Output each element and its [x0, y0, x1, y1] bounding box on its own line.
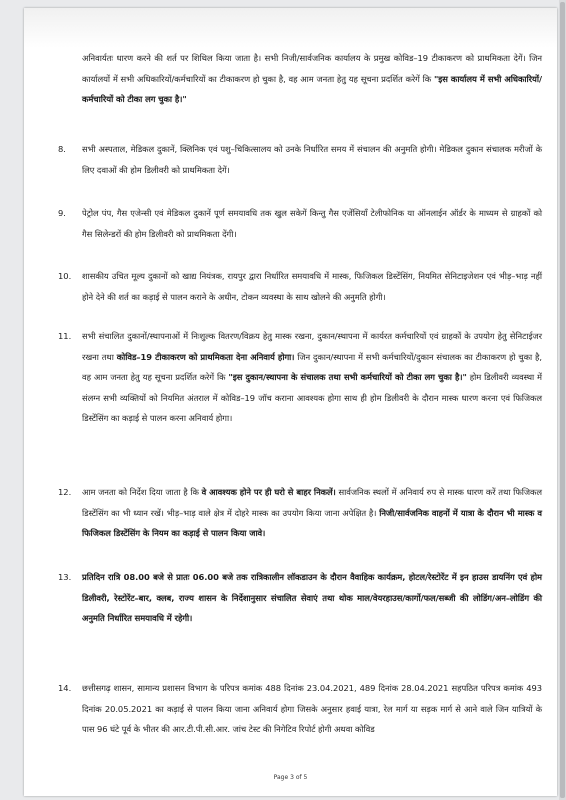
item-number-10: 10.: [58, 271, 72, 281]
item-11-bold-1: कोविड–19 टीकाकरण को प्राथमिकता देना अनिवार्य होगा।: [116, 351, 295, 362]
continuation-text: अनिवार्यतः धारण करने की शर्त पर शिथिल किया जाता है। सभी निजी/सार्वजनिक कार्यालय के प्रमुख कोविड–19 टीकाकरण को प्राथमिकता देगें। जिन कार्यालयों में सभी अधिकारियों/कर्मचारियों का टीकाकरण हो चुका है, वह आम जनता हेतु यह सूचना प्रदर्शित करेगें कि: [82, 53, 542, 84]
page-footer: Page 3 of 5: [273, 774, 308, 781]
item-13-bold: प्रतिदिन रात्रि 08.00 बजे से प्रातः 06.00 बजे तक रात्रिकालीन लॉकडाउन के दौरान वैवाहिक कार्यक्रम, होटल/रेस्टोरेंट में इन हाउस डायनिंग एवं होम डिलीवरी, रेस्टोरेंट–बार, क्लब, राज्य शासन के निर्देशानुसार संचालित सेवाएं तथा थोक माल/वेयरहाउस/कार्गो/फल/सब्जी की लोडिंग/अन–लोडिंग की अनुमति निर्धारित समयावधि में रहेगी।: [82, 572, 542, 623]
item-12-text: [82, 482, 542, 544]
item-11-bold-2: "इस दुकान/स्थापना के संचालक तथा सभी कर्मचारियों को टीका लग चुका है।": [228, 372, 467, 382]
item-11-body-3: होम डिलीवरी व्यवस्था में संलग्न सभी व्यक्तियों को नियमित अंतराल में कोविड–19 जॉच कराना आवश्यक होगा साथ ही होम डिलीवरी के दौरान मास्क धारण करना एवं फिजिकल डिस्टेंसिंग का कड़ाई से पालन करना अनिवार्य होगा।: [82, 372, 542, 423]
item-9-body: पेट्रोल पंप, गैस एजेन्सी एवं मेडिकल दुकानें पूर्ण समयावधि तक खुल सकेगें किन्तु गैस एजेंसियॉं टेलीफोनिक या ऑनलाईन ऑर्डर के माध्यम से ग्राहकों को गैस सिलेन्डरों की होम डिलीवरी को प्राथमिकता देंगी।: [82, 208, 542, 239]
continuation-bold-notice: "इस कार्यालय में सभी अधिकारियों/कर्मचारियों को टीका लग चुका है।": [82, 73, 542, 104]
item-number-14: 14.: [58, 683, 72, 693]
item-number-11: 11.: [58, 331, 72, 341]
item-12-bold-1: वे आवश्यक होने पर ही घरो से बाहर निकलें।: [201, 487, 336, 497]
page-top-edge: [24, 8, 557, 48]
item-10-text: [82, 266, 542, 307]
item-number-13: 13.: [58, 572, 72, 582]
item-number-9: 9.: [58, 208, 66, 218]
item-11-body-2: जिन दुकान/स्थापना में सभी कर्मचारियों/दुकान संचालक का टीकाकरण हो चुका है, वह आम जनता हेतु यह सूचना प्रदर्शित करेगें कि: [82, 351, 542, 382]
viewer-scrollbar[interactable]: [559, 0, 566, 800]
item-11-text: [82, 326, 542, 429]
item-number-8: 8.: [58, 144, 66, 154]
item-12-body-2: सार्वजनिक स्थलों में अनिवार्य रुप से मास्क धारण करें तथा फिजिकल डिस्टेंसिंग का भी ध्यान रखें। भीड़–भाड़ वाले क्षेत्र में दोहरे मास्क का उपयोग किया जाना अपेक्षित है।: [82, 487, 542, 518]
item-12-body-1: आम जनता को निर्देश दिया जाता है कि: [82, 487, 202, 497]
continuation-paragraph: [82, 48, 542, 110]
item-8-body: सभी अस्पताल, मेडिकल दुकानें, क्लिनिक एवं पशु–चिकित्सालय को उनके निर्धारित समय में संचालन की अनुमति होगी। मेडिकल दुकान संचालक मरीजों के लिए दवाओं की होम डिलीवरी को प्राथमिकता देगें।: [82, 144, 542, 175]
document-page: [24, 8, 557, 796]
item-8-text: [82, 139, 542, 180]
item-14-body: छत्तीसगढ़ शासन, सामान्य प्रशासन विभाग के परिपत्र कमांक 488 दिनांक 23.04.2021, 489 दिनांक 28.04.2021 सहपठित परिपत्र कमांक 493 दिनांक 20.05.2021 का कड़ाई से पालन किया जाना अनिवार्य होगा जिसके अनुसार हवाई यात्रा, रेल मार्ग या सड़क मार्ग से आने वाले जिन यात्रियों के पास 96 घंटे पूर्व के भीतर की आर.टी.पी.सी.आर. जांच टेस्ट की निगेटिव रिपोर्ट होगी अथवा कोविड: [82, 683, 542, 734]
viewer-scroll-thumb[interactable]: [560, 2, 565, 798]
item-9-text: [82, 203, 542, 244]
item-12-bold-2: निजी/सार्वजनिक वाहनों में यात्रा के दौरान भी मास्क व फिजिकल डिस्टेंसिंग के नियम का कड़ाई से पालन किया जावे।: [82, 507, 542, 538]
item-number-12: 12.: [58, 487, 72, 497]
item-11-body-1: सभी संचालित दुकानों/स्थापनाओं में निःशुल्क वितरण/विक्रय हेतु मास्क रखना, दुकान/स्थापना में कार्यरत कर्मचारियों एवं ग्राहकों के उपयोग हेतु सेनिटाईजर रखना तथा: [82, 331, 542, 362]
item-13-text: [82, 567, 542, 629]
item-14-text: [82, 678, 542, 740]
item-10-body: शासकीय उचित मूल्य दुकानों को खाद्य नियंत्रक, रायपुर द्वारा निर्धारित समयावधि में मास्क, फिजिकल डिस्टेंसिंग, नियमित सेनिटाइजेशन एवं भीड़–भाड़ नहीं होने देने की शर्त का कड़ाई से पालन कराने के अधीन, टोकन व्यवस्था के साथ खोलने की अनुमति होगी।: [82, 271, 542, 302]
